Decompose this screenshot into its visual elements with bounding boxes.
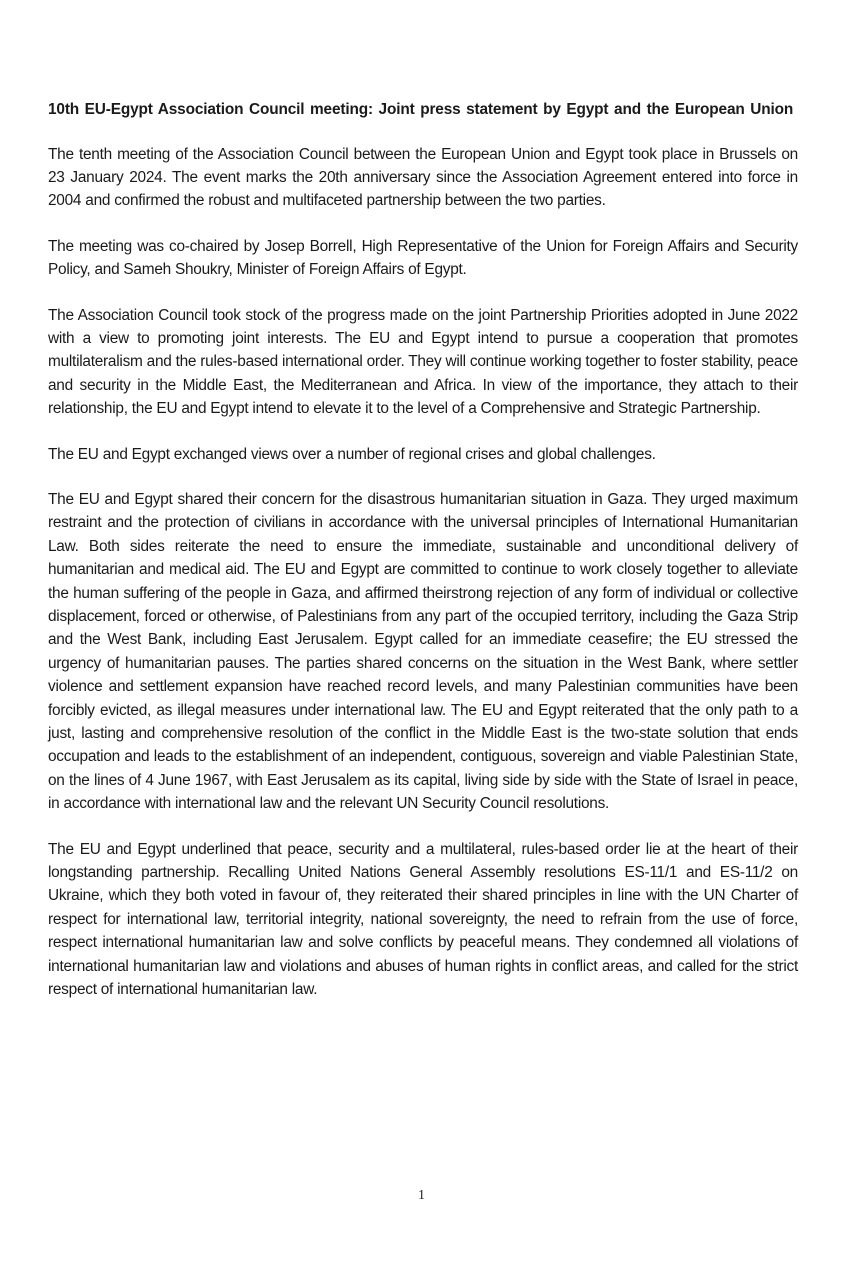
paragraph-rules-based-order: The EU and Egypt underlined that peace, security and a multilateral, rules-based order lie at the heart of their longstanding partnership. Recalling United Nations General Assembly resolutions ES-11/1 and ES-11/2 on Ukraine, which they both voted in favour of, they reiterated their shared principles in line with the UN Charter of respect for international law, territorial integrity, national sovereignty, the need to refrain from the use of force, respect international humanitarian law and solve conflicts by peaceful means. They condemned all violations of international humanitarian law and violations and abuses of human rights in conflict areas, and called for the strict respect of international humanitarian law. bbox=[48, 840, 798, 999]
paragraph-meeting-overview: The tenth meeting of the Association Council between the European Union and Egypt took place in Brussels on 23 January 2024. The event marks the 20th anniversary since the Association Agreement entered into force in 2004 and confirmed the robust and multifaceted partnership between the two parties. bbox=[48, 145, 798, 210]
page-number: 1 bbox=[418, 1188, 425, 1203]
paragraph-regional-crises: The EU and Egypt exchanged views over a number of regional crises and global challenges. bbox=[48, 445, 656, 463]
document-title: 10th EU-Egypt Association Council meeting: Joint press statement by Egypt and the European Union bbox=[48, 101, 794, 118]
document-page bbox=[48, 99, 798, 1024]
paragraph-co-chairs: The meeting was co-chaired by Josep Borrell, High Representative of the Union for Foreign Affairs and Security Policy, and Sameh Shoukry, Minister of Foreign Affairs of Egypt. bbox=[48, 237, 798, 279]
paragraph-gaza-situation: The EU and Egypt shared their concern for the disastrous humanitarian situation in Gaza. They urged maximum restraint and the protection of civilians in accordance with the universal principles of International Humanitarian Law. Both sides reiterate the need to ensure the immediate, sustainable and unconditional delivery of humanitarian and medical aid. The EU and Egypt are committed to continue to work closely together to alleviate the human suffering of the people in Gaza, and affirmed theirstrong rejection of any form of individual or collective displacement, forced or otherwise, of Palestinians from any part of the occupied territory, including the Gaza Strip and the West Bank, including East Jerusalem. Egypt called for an immediate ceasefire; the EU stressed the urgency of humanitarian pauses. The parties shared concerns on the situation in the West Bank, where settler violence and settlement expansion have reached record levels, and many Palestinian communities have been forcibly evicted, as illegal measures under international law. The EU and Egypt reiterated that the only path to a just, lasting and comprehensive resolution of the conflict in the Middle East is the two-state solution that ends occupation and leads to the establishment of an independent, contiguous, sovereign and viable Palestinian State, on the lines of 4 June 1967, with East Jerusalem as its capital, living side by side with the State of Israel in peace, in accordance with international law and the relevant UN Security Council resolutions. bbox=[48, 490, 798, 813]
paragraph-partnership-priorities: The Association Council took stock of the progress made on the joint Partnership Priorities adopted in June 2022 with a view to promoting joint interests. The EU and Egypt intend to pursue a cooperation that promotes multilateralism and the rules-based international order. They will continue working together to foster stability, peace and security in the Middle East, the Mediterranean and Africa. In view of the importance, they attach to their relationship, the EU and Egypt intend to elevate it to the level of a Comprehensive and Strategic Partnership. bbox=[48, 306, 798, 418]
